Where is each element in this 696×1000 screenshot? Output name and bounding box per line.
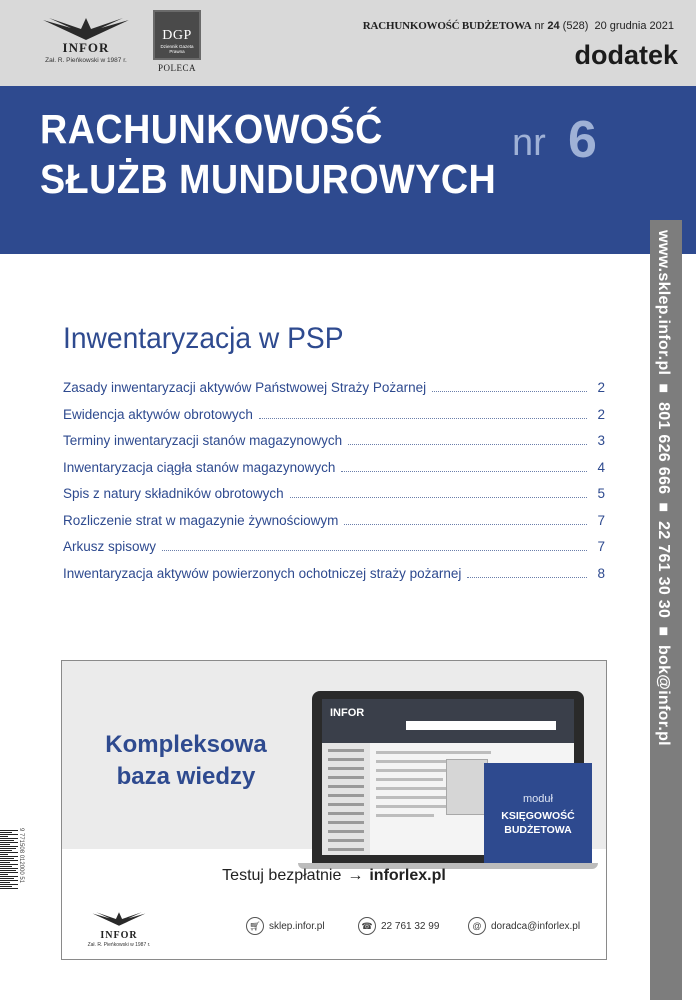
toc-item[interactable] [63,566,605,593]
module-label: moduł [523,793,553,805]
issue-number: 24 [547,20,560,32]
screen-sidebar [322,743,370,855]
toc-item-label: Zasady inwentaryzacji aktywów Państwowej Straży Pożarnej [63,380,427,395]
toc-item-label: Terminy inwentaryzacji stanów magazynowych [63,433,343,448]
dgp-badge [153,10,201,60]
toc-item[interactable] [63,380,605,407]
screen-header [322,699,574,743]
module-name-line-1: KSIĘGOWOŚĆ [501,810,575,822]
toc-leader-dots [432,391,587,392]
ad-footer [84,909,594,949]
issue-info [363,20,674,32]
toc-item-page: 8 [597,565,605,581]
toc-item-label: Rozliczenie strat w magazynie żywnościowym [63,512,339,528]
screen-search-bar [406,721,556,730]
toc-item[interactable] [63,539,605,566]
inforlex-ad[interactable] [61,660,607,960]
contact-shop[interactable] [246,917,325,935]
side-contact-text: www.sklep.infor.pl ■ 801 626 666 ■ 22 761 30 30 ■ bok@infor.pl [655,230,672,746]
module-name [484,809,592,837]
toc-item[interactable] [63,460,605,487]
title-line-1: RACHUNKOWOŚĆ [40,106,383,152]
toc-leader-dots [259,418,587,419]
toc-item[interactable] [63,407,605,434]
contact-shop-text: sklep.infor.pl [269,920,325,932]
toc-item-label: Spis z natury składników obrotowych [63,486,284,501]
contents-heading: Inwentaryzacja w PSP [63,322,344,355]
cta-link[interactable]: inforlex.pl [369,867,446,884]
toc-item-label: Arkusz spisowy [63,539,157,554]
footer-logo-text: INFOR [100,930,138,941]
toc-leader-dots [290,497,587,498]
ad-headline [82,729,290,793]
toc-item[interactable] [63,486,605,513]
publication-title [40,104,496,204]
phone-icon: ☎︎ [358,917,376,935]
toc-item-page: 2 [597,380,605,395]
toc-item[interactable] [63,513,605,540]
toc-leader-dots [341,471,587,472]
arrow-right-icon: → [347,867,364,884]
toc-item-page: 3 [597,433,605,448]
ad-call-to-action[interactable] [62,867,606,885]
infor-logo-text: INFOR [62,40,110,55]
footer-infor-logo [84,911,154,948]
toc-item-page: 7 [597,512,605,528]
dgp-caption: POLECA [157,63,196,73]
toc-leader-dots [162,550,587,551]
infor-logo [38,16,134,68]
barcode-number [20,828,28,952]
screen-thumbnail [446,759,488,815]
toc-leader-dots [348,444,587,445]
toc-item-label: Inwentaryzacja aktywów powierzonych ochotniczej straży pożarnej [63,565,462,581]
toc-item-label: Inwentaryzacja ciągła stanów magazynowych [63,459,336,475]
title-nr-value: 6 [568,111,597,169]
eagle-wings-icon [41,16,131,42]
dgp-logo [150,10,204,76]
contact-phone[interactable] [358,917,439,935]
toc-item-page: 2 [597,406,605,422]
module-badge [484,763,592,863]
side-contact [650,230,682,750]
issue-date: 20 grudnia 2021 [594,20,674,32]
eagle-wings-icon [88,911,150,927]
toc-item-page: 5 [597,486,605,501]
barcode-number-text: 9 771508 012000 51 [18,828,24,884]
contact-email[interactable] [468,917,580,935]
contact-phone-text: 22 761 32 99 [381,920,440,932]
dgp-letters: DGP [162,28,192,43]
ad-headline-line-2: baza wiedzy [116,763,256,790]
toc-item-label: Ewidencja aktywów obrotowych [63,406,253,422]
issue-prefix: nr [534,20,545,32]
infor-tagline: Zał. R. Pieńkowski w 1987 r. [45,57,127,64]
toc-leader-dots [344,524,587,525]
series-name: RACHUNKOWOŚĆ BUDŻETOWA [362,20,532,32]
cta-text: Testuj bezpłatnie [222,867,342,884]
title-line-2: SŁUŻB MUNDUROWYCH [40,156,497,202]
issue-total: (528) [562,20,589,32]
barcode [0,830,20,950]
footer-logo-tagline: Zał. R. Pieńkowski w 1987 r. [87,942,151,948]
toc-leader-dots [467,577,587,578]
toc-item-page: 4 [597,459,605,475]
table-of-contents [63,380,605,592]
toc-item-page: 7 [597,539,605,554]
ad-headline-line-1: Kompleksowa [105,731,267,758]
screen-logo: INFOR [330,707,365,719]
toc-item[interactable] [63,433,605,460]
cart-icon: 🛒︎ [246,917,264,935]
email-icon: @ [468,917,486,935]
title-nr-label: nr [512,122,546,164]
module-name-line-2: BUDŻETOWA [504,824,572,836]
supplement-label: dodatek [574,40,678,70]
dgp-small-text: Dziennik Gazeta Prawna [160,44,194,54]
contact-email-text: doradca@inforlex.pl [491,920,581,932]
